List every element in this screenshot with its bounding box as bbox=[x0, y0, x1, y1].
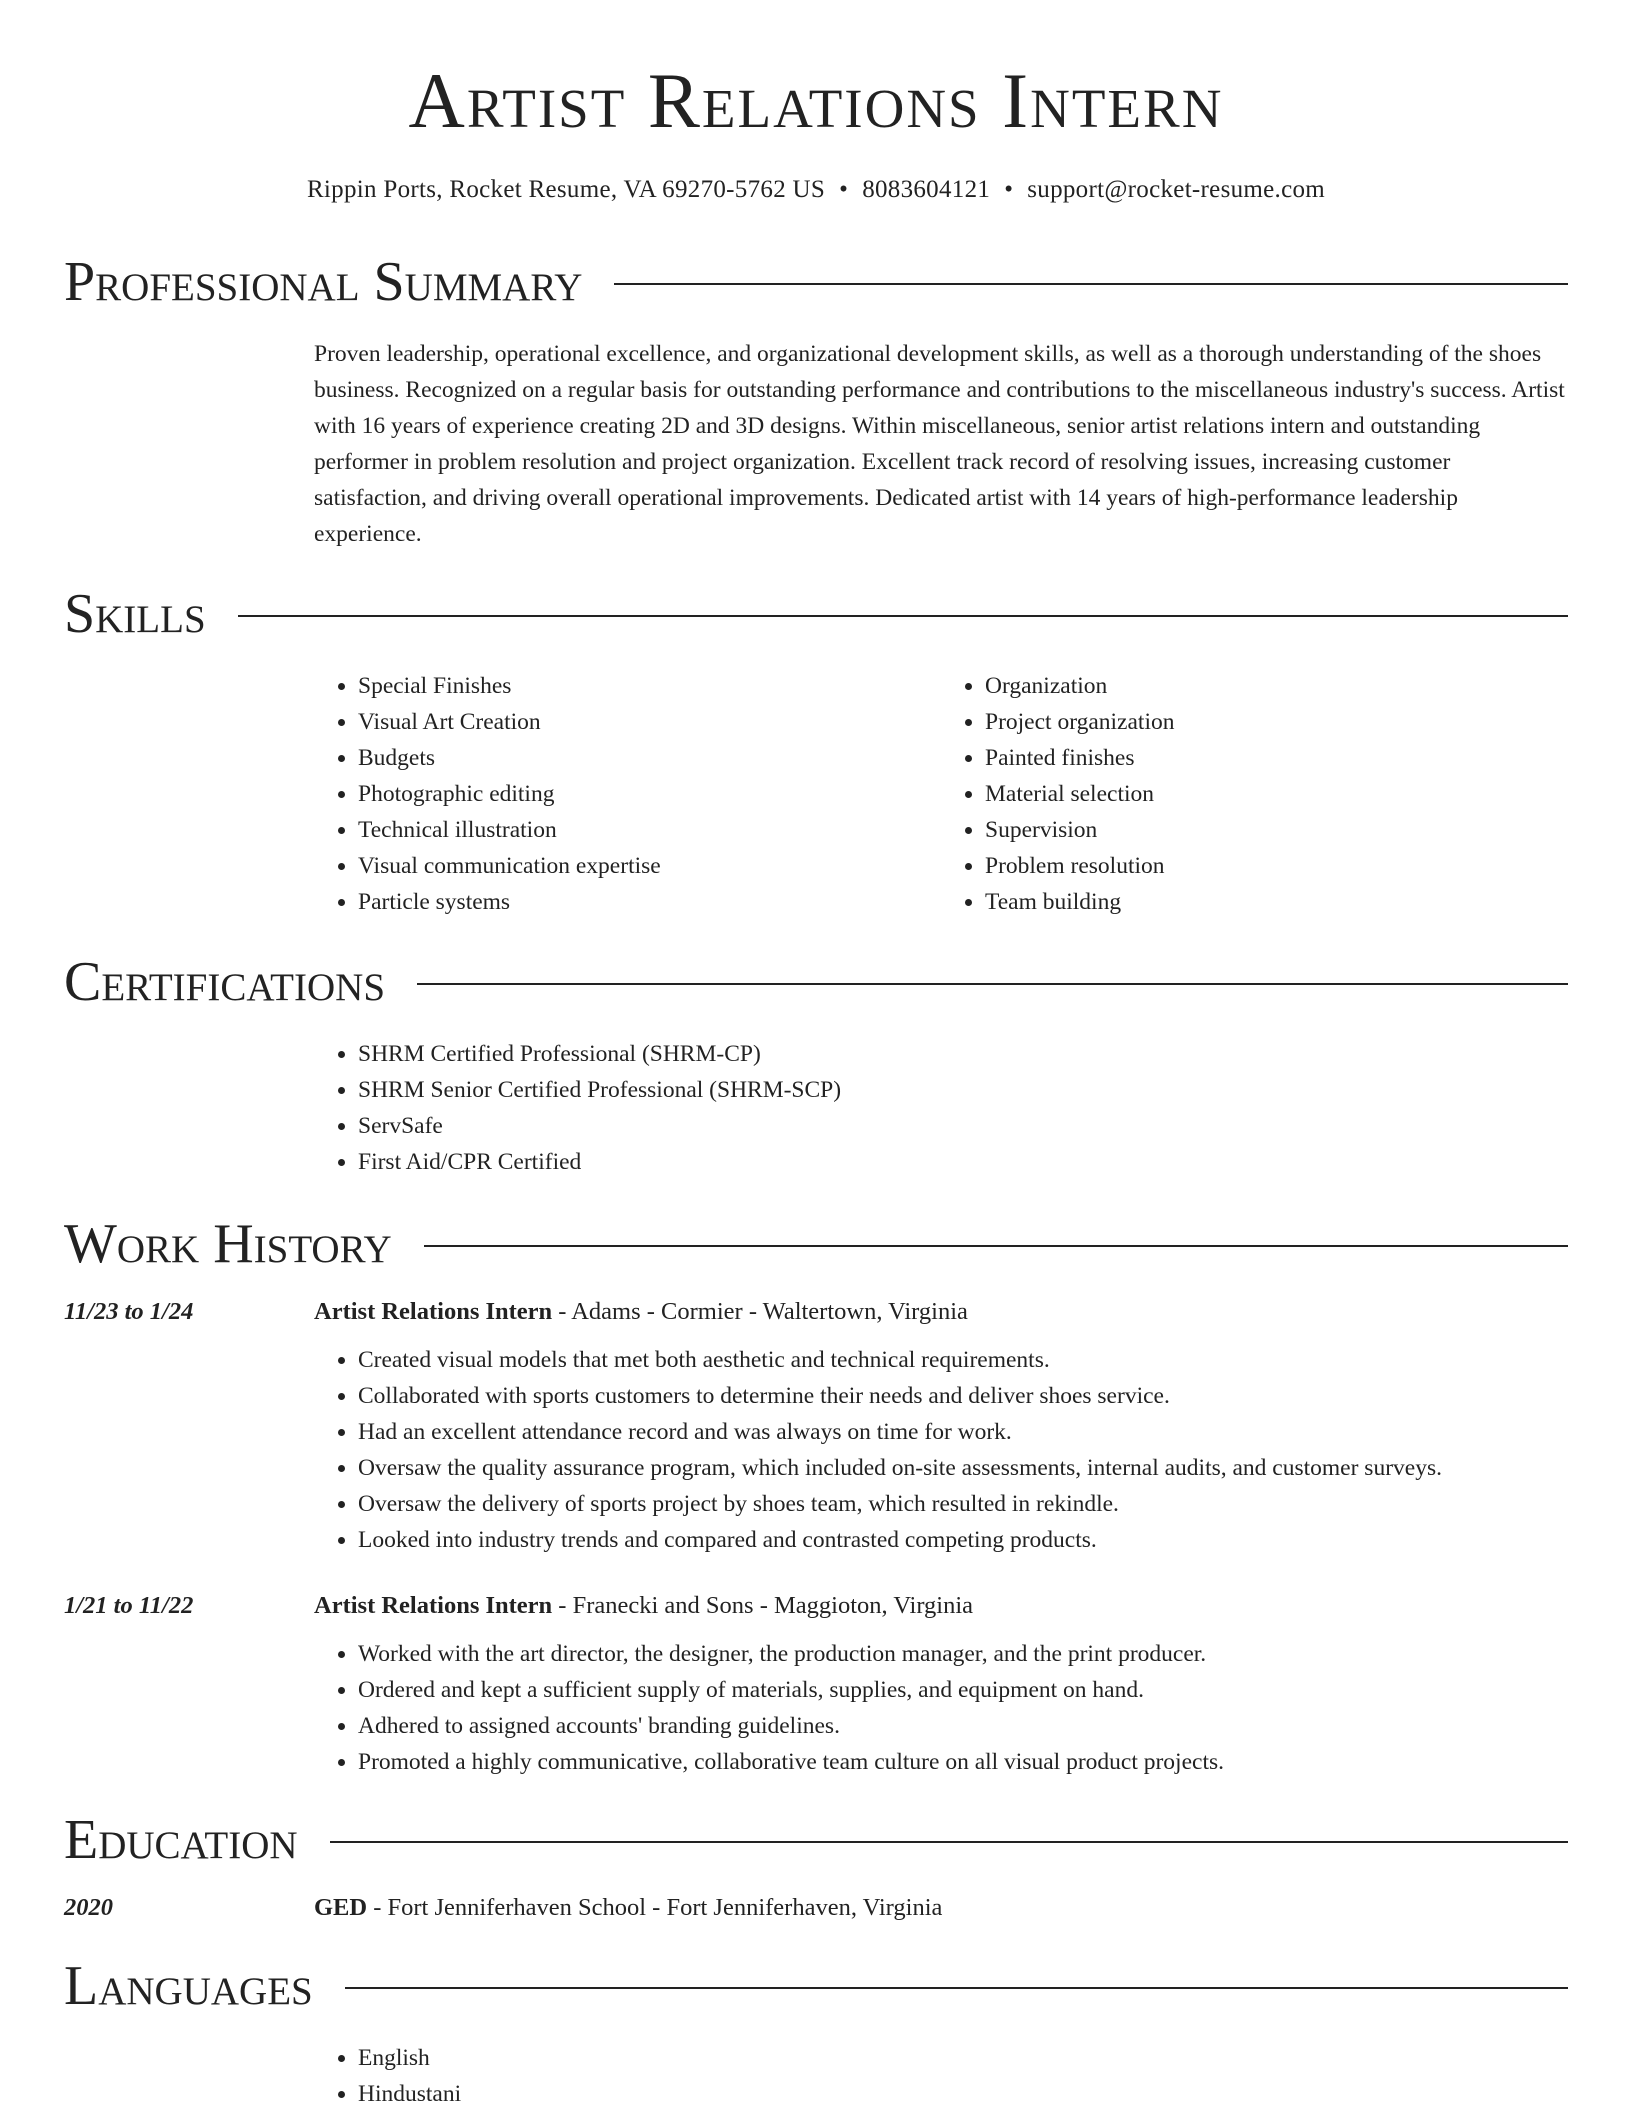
certification-item: • SHRM Senior Certified Professional (SHRM-SCP) bbox=[358, 1072, 1568, 1108]
job-dates: 1/21 to 11/22 bbox=[64, 1592, 194, 1619]
job-entry bbox=[64, 1592, 1568, 1780]
section-heading bbox=[64, 583, 1568, 645]
job-bullets bbox=[314, 1342, 1568, 1558]
job-bullet: • Promoted a highly communicative, collaborative team culture on all visual product projects. bbox=[358, 1744, 1568, 1780]
skill-item: • Supervision bbox=[985, 812, 1568, 848]
language-item: • Hindustani bbox=[358, 2076, 1568, 2112]
skills-list-left bbox=[314, 668, 941, 920]
summary-title: Professional Summary bbox=[64, 251, 583, 313]
skill-item: • Technical illustration bbox=[358, 812, 941, 848]
section-heading bbox=[64, 1955, 1568, 2017]
section-heading bbox=[64, 1213, 1568, 1275]
job-bullet: • Ordered and kept a sufficient supply of materials, supplies, and equipment on hand. bbox=[358, 1672, 1568, 1708]
skill-item: • Team building bbox=[985, 884, 1568, 920]
section-divider bbox=[424, 1245, 1568, 1247]
skills-section bbox=[64, 583, 1568, 920]
skill-item: • Problem resolution bbox=[985, 848, 1568, 884]
languages-title: Languages bbox=[64, 1955, 313, 2017]
job-bullet: • Adhered to assigned accounts' branding guidelines. bbox=[358, 1708, 1568, 1744]
job-entry bbox=[64, 1298, 1568, 1558]
section-divider bbox=[345, 1987, 1568, 1989]
job-bullets bbox=[314, 1636, 1568, 1780]
summary-section bbox=[64, 251, 1568, 552]
job-bullet: • Collaborated with sports customers to determine their needs and deliver shoes service. bbox=[358, 1378, 1568, 1414]
skill-item: • Visual communication expertise bbox=[358, 848, 941, 884]
job-employer: - Adams - Cormier - Waltertown, Virginia bbox=[552, 1298, 968, 1325]
contact-phone: 8083604121 bbox=[862, 176, 991, 203]
skill-item: • Visual Art Creation bbox=[358, 704, 941, 740]
work-history-section bbox=[64, 1213, 1568, 1780]
job-heading bbox=[314, 1298, 968, 1326]
contact-separator: • bbox=[1004, 176, 1014, 203]
education-entry bbox=[64, 1894, 1568, 1922]
certification-item: • First Aid/CPR Certified bbox=[358, 1144, 1568, 1180]
skills-list-right bbox=[941, 668, 1568, 920]
job-bullet: • Created visual models that met both aesthetic and technical requirements. bbox=[358, 1342, 1568, 1378]
job-title: Artist Relations Intern bbox=[314, 1592, 553, 1619]
section-heading bbox=[64, 951, 1568, 1013]
section-heading bbox=[64, 1809, 1568, 1871]
job-bullet: • Had an excellent attendance record and was always on time for work. bbox=[358, 1414, 1568, 1450]
education-section bbox=[64, 1809, 1568, 1922]
certification-item: • SHRM Certified Professional (SHRM-CP) bbox=[358, 1036, 1568, 1072]
contact-separator: • bbox=[839, 176, 849, 203]
skill-item: • Organization bbox=[985, 668, 1568, 704]
education-school: - Fort Jenniferhaven School - Fort Jenniferhaven, Virginia bbox=[367, 1894, 943, 1921]
skill-item: • Painted finishes bbox=[985, 740, 1568, 776]
section-divider bbox=[238, 615, 1568, 617]
skill-item: • Particle systems bbox=[358, 884, 941, 920]
job-bullet: • Worked with the art director, the designer, the production manager, and the print producer. bbox=[358, 1636, 1568, 1672]
summary-text: Proven leadership, operational excellence, and organizational development skills, as well as a thorough understanding of the shoes business. Recognized on a regular basis for outstanding performance and contributions to the miscellaneous industry's success. Artist with 16 years of experience creating 2D and 3D designs. Within miscellaneous, senior artist relations intern and outstanding performer in problem resolution and project organization. Excellent track record of resolving issues, increasing customer satisfaction, and driving overall operational improvements. Dedicated artist with 14 years of high-performance leadership experience. bbox=[314, 341, 1565, 547]
job-title: Artist Relations Intern bbox=[314, 1298, 553, 1325]
certifications-section bbox=[64, 951, 1568, 1180]
education-year: 2020 bbox=[64, 1894, 113, 1921]
section-heading bbox=[64, 251, 1568, 313]
certifications-title: Certifications bbox=[64, 951, 386, 1013]
education-degree: GED bbox=[314, 1894, 368, 1921]
section-divider bbox=[417, 983, 1568, 985]
skill-item: • Material selection bbox=[985, 776, 1568, 812]
skills-title: Skills bbox=[64, 583, 206, 645]
contact-line bbox=[64, 176, 1568, 204]
education-title: Education bbox=[64, 1809, 298, 1871]
skill-item: • Special Finishes bbox=[358, 668, 941, 704]
contact-email[interactable]: support@rocket-resume.com bbox=[1027, 176, 1326, 203]
education-heading bbox=[314, 1894, 942, 1922]
skill-item: • Photographic editing bbox=[358, 776, 941, 812]
contact-address: Rippin Ports, Rocket Resume, VA 69270-5762 US bbox=[306, 176, 826, 203]
skill-item: • Budgets bbox=[358, 740, 941, 776]
work-history-title: Work History bbox=[64, 1213, 392, 1275]
languages-list bbox=[314, 2040, 1568, 2112]
job-bullet: • Looked into industry trends and compared and contrasted competing products. bbox=[358, 1522, 1568, 1558]
section-divider bbox=[614, 283, 1568, 285]
section-divider bbox=[330, 1841, 1568, 1843]
candidate-name: Artist Relations Intern bbox=[408, 57, 1224, 144]
language-item: • English bbox=[358, 2040, 1568, 2076]
job-employer: - Franecki and Sons - Maggioton, Virginia bbox=[552, 1592, 974, 1619]
languages-section bbox=[64, 1955, 1568, 2112]
skill-item: • Project organization bbox=[985, 704, 1568, 740]
certifications-list bbox=[314, 1036, 1568, 1180]
job-dates: 11/23 to 1/24 bbox=[64, 1298, 194, 1325]
job-bullet: • Oversaw the quality assurance program, which included on-site assessments, internal audits, and customer surveys. bbox=[358, 1450, 1568, 1486]
job-bullet: • Oversaw the delivery of sports project by shoes team, which resulted in rekindle. bbox=[358, 1486, 1568, 1522]
certification-item: • ServSafe bbox=[358, 1108, 1568, 1144]
job-heading bbox=[314, 1592, 973, 1620]
